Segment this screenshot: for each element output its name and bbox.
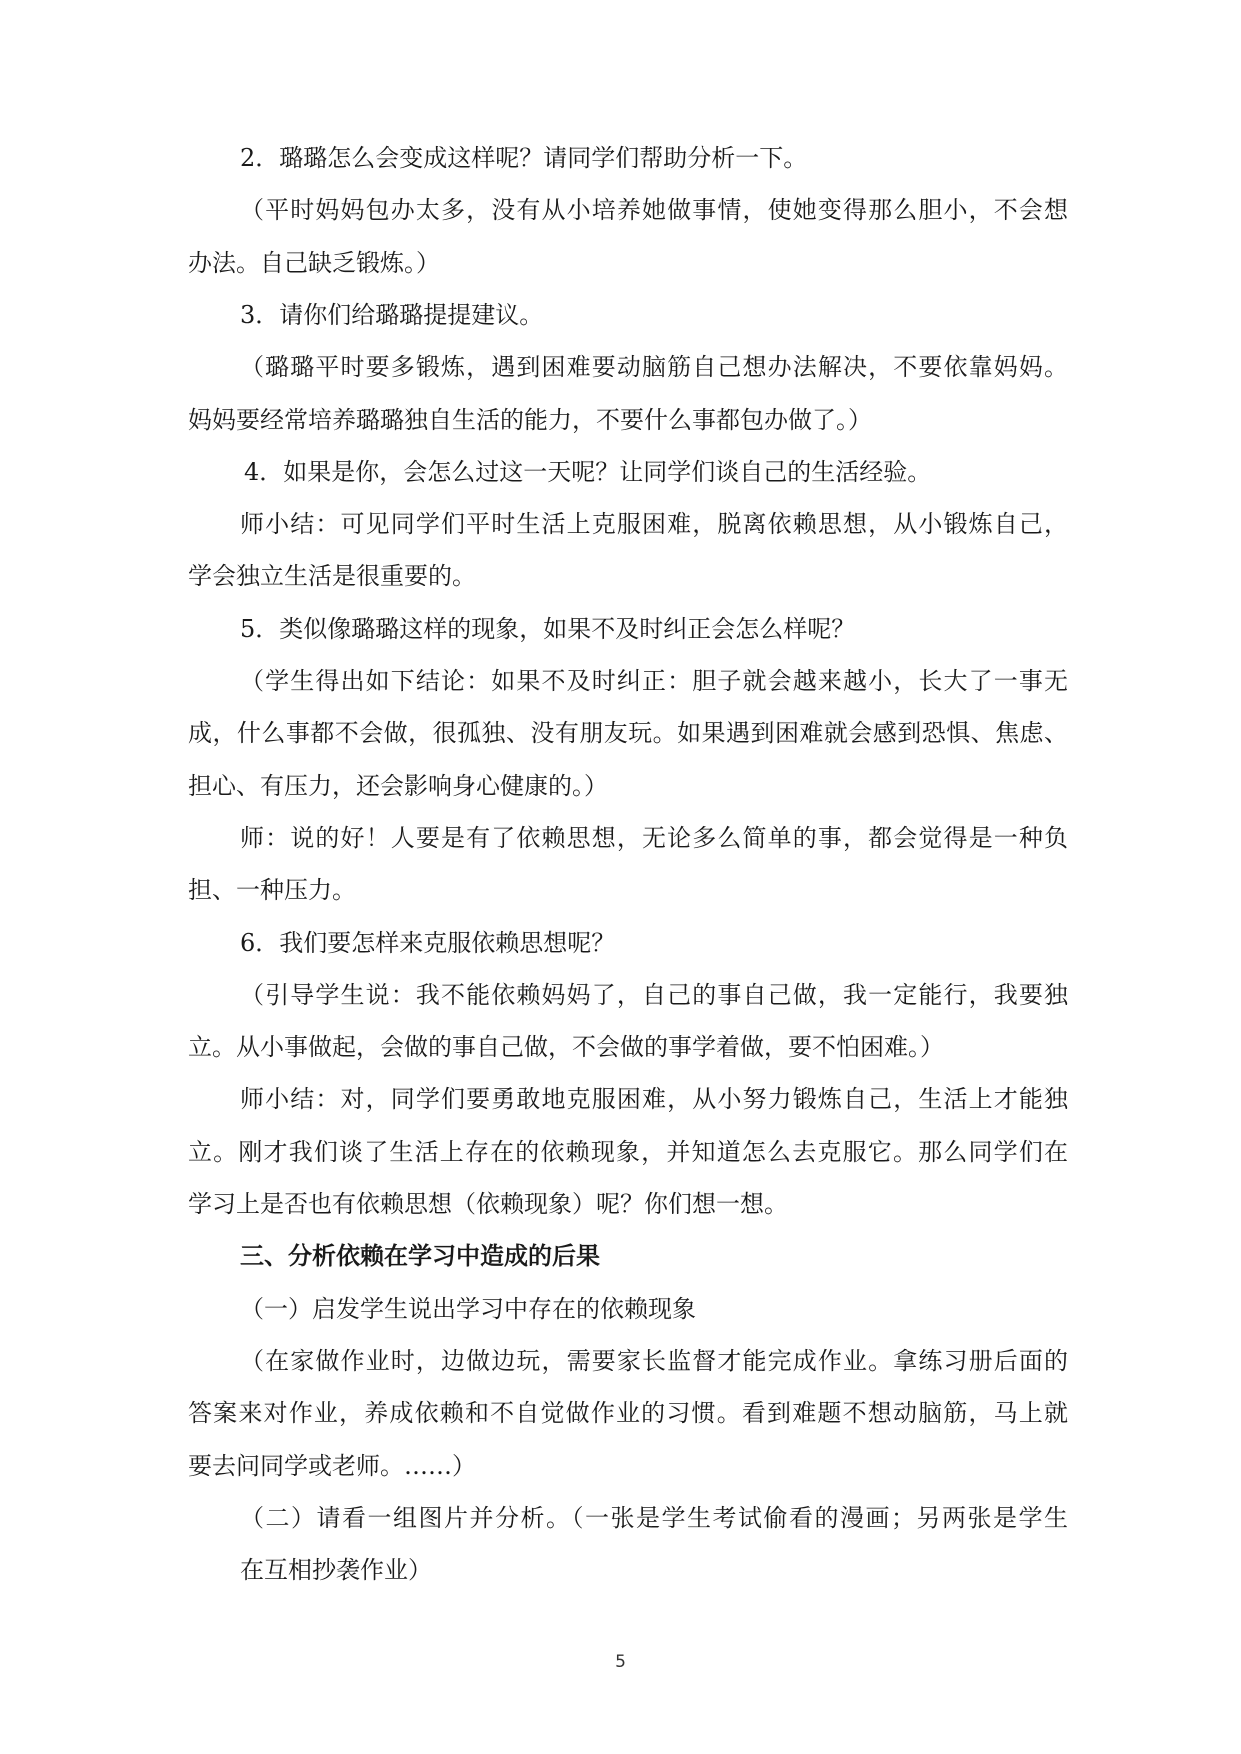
page-number: 5 — [615, 1652, 626, 1672]
text-line: 学习上是否也有依赖思想（依赖现象）呢？你们想一想。 — [188, 1190, 788, 1218]
text-line: 4．如果是你，会怎么过这一天呢？让同学们谈自己的生活经验。 — [244, 458, 932, 486]
text-line: 5．类似像璐璐这样的现象，如果不及时纠正会怎么样呢？ — [240, 615, 856, 643]
section-heading: 三、分析依赖在学习中造成的后果 — [240, 1241, 600, 1270]
text-line: 2．璐璐怎么会变成这样呢？请同学们帮助分析一下。 — [240, 144, 808, 172]
text-line: 担、一种压力。 — [188, 876, 356, 904]
text-line: 师：说的好！人要是有了依赖思想，无论多么简单的事，都会觉得是一种负 — [240, 824, 1068, 852]
text-line: 答案来对作业，养成依赖和不自觉做作业的习惯。看到难题不想动脑筋，马上就 — [188, 1399, 1068, 1427]
text-line: 立。从小事做起，会做的事自己做，不会做的事学着做，要不怕困难。） — [188, 1033, 944, 1061]
text-line: （引导学生说：我不能依赖妈妈了，自己的事自己做，我一定能行，我要独 — [240, 981, 1068, 1009]
text-line: 在互相抄袭作业） — [240, 1556, 432, 1584]
text-line: 师小结：对，同学们要勇敢地克服困难，从小努力锻炼自己，生活上才能独 — [240, 1085, 1068, 1113]
text-line: （璐璐平时要多锻炼，遇到困难要动脑筋自己想办法解决，不要依靠妈妈。 — [240, 353, 1068, 381]
text-line: （平时妈妈包办太多，没有从小培养她做事情，使她变得那么胆小，不会想 — [240, 196, 1068, 224]
text-line: （在家做作业时，边做边玩，需要家长监督才能完成作业。拿练习册后面的 — [240, 1347, 1068, 1375]
text-line: 3．请你们给璐璐提提建议。 — [240, 301, 544, 329]
text-line: 担心、有压力，还会影响身心健康的。） — [188, 772, 608, 800]
text-line: 6．我们要怎样来克服依赖思想呢？ — [240, 929, 616, 957]
text-line: 办法。自己缺乏锻炼。） — [188, 249, 440, 277]
text-line: （学生得出如下结论：如果不及时纠正：胆子就会越来越小，长大了一事无 — [240, 667, 1068, 695]
text-line: 妈妈要经常培养璐璐独自生活的能力，不要什么事都包办做了。） — [188, 406, 872, 434]
text-line: （一）启发学生说出学习中存在的依赖现象 — [240, 1295, 696, 1323]
text-line: （二）请看一组图片并分析。（一张是学生考试偷看的漫画；另两张是学生 — [240, 1504, 1068, 1532]
text-line: 成，什么事都不会做，很孤独、没有朋友玩。如果遇到困难就会感到恐惧、焦虑、 — [188, 719, 1068, 747]
text-line: 师小结：可见同学们平时生活上克服困难，脱离依赖思想，从小锻炼自己， — [240, 510, 1068, 538]
text-line: 学会独立生活是很重要的。 — [188, 562, 476, 590]
text-line: 要去问同学或老师。……） — [188, 1452, 476, 1480]
text-line: 立。刚才我们谈了生活上存在的依赖现象，并知道怎么去克服它。那么同学们在 — [188, 1138, 1068, 1166]
